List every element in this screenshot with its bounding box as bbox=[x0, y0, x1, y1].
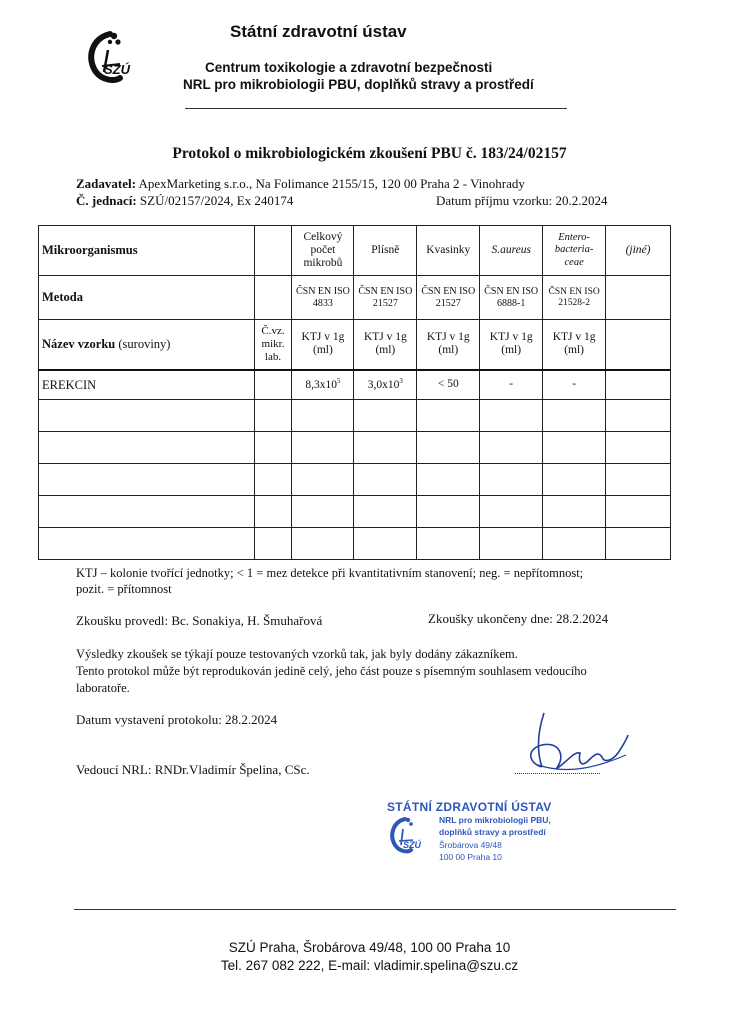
client-label: Zadavatel: bbox=[76, 176, 136, 191]
legend-line-2: pozit. = přítomnost bbox=[76, 582, 172, 596]
footer-contact: Tel. 267 082 222, E-mail: vladimir.spelina@szu.cz bbox=[220, 958, 519, 973]
result-total-count-exp: 5 bbox=[336, 377, 341, 386]
reference-value: SZÚ/02157/2024, Ex 240174 bbox=[139, 193, 294, 208]
tests-completed: Zkoušky ukončeny dne: 28.2.2024 bbox=[428, 611, 609, 626]
empty-cell bbox=[254, 226, 292, 276]
result-molds-exp: 3 bbox=[399, 377, 403, 386]
result-saureus: - bbox=[480, 370, 543, 400]
method-other bbox=[606, 276, 671, 320]
reference-line bbox=[76, 193, 293, 209]
reference-label: Č. jednací: bbox=[76, 193, 137, 208]
center-name: Centrum toxikologie a zdravotní bezpečnosti bbox=[205, 60, 493, 75]
lab-number-header: Č.vz. mikr. lab. bbox=[254, 320, 292, 370]
note-line-1: Výsledky zkoušek se týkají pouze testovaných vzorků tak, jak byly dodány zákazníkem. bbox=[76, 647, 518, 661]
client-value: ApexMarketing s.r.o., Na Folimance 2155/15, 120 00 Praha 2 - Vinohrady bbox=[138, 176, 525, 191]
client-line bbox=[76, 176, 525, 192]
header-divider bbox=[185, 108, 567, 109]
microorganism-header: Mikroorganismus bbox=[39, 226, 255, 276]
institute-name: Státní zdravotní ústav bbox=[230, 22, 407, 41]
receipt-date: Datum příjmu vzorku: 20.2.2024 bbox=[436, 193, 608, 208]
stamp-line-2: NRL pro mikrobiologii PBU, bbox=[439, 815, 551, 825]
table-row bbox=[39, 276, 671, 320]
table-row bbox=[39, 464, 671, 496]
footer-divider bbox=[74, 909, 676, 910]
sample-name-header-rest: (suroviny) bbox=[115, 337, 171, 352]
footer-address: SZÚ Praha, Šrobárova 49/48, 100 00 Praha 10 bbox=[228, 940, 511, 955]
note-line-2: Tento protokol může být reprodukován jedině celý, jeho část pouze s písemným souhlasem vedoucího bbox=[76, 664, 587, 678]
sample-name: EREKCIN bbox=[39, 370, 255, 400]
table-row bbox=[39, 226, 671, 276]
sample-name-header bbox=[39, 320, 255, 370]
unit-saureus: KTJ v 1g (ml) bbox=[480, 320, 543, 370]
table-row bbox=[39, 320, 671, 370]
col-molds: Plísně bbox=[354, 226, 417, 276]
unit-other bbox=[606, 320, 671, 370]
col-enterobacteriaceae: Entero-bacteria-ceae bbox=[543, 226, 606, 276]
stamp-logo-text: SZÚ bbox=[403, 840, 421, 850]
col-yeasts: Kvasinky bbox=[417, 226, 480, 276]
result-total-count bbox=[292, 370, 354, 400]
empty-cell bbox=[254, 370, 292, 400]
issue-date: Datum vystavení protokolu: 28.2.2024 bbox=[76, 712, 278, 727]
table-row bbox=[39, 432, 671, 464]
stamp-logo-icon bbox=[387, 815, 433, 857]
method-header: Metoda bbox=[39, 276, 255, 320]
stamp-line-3: doplňků stravy a prostředí bbox=[439, 827, 546, 837]
method-total-count: ČSN EN ISO 4833 bbox=[292, 276, 354, 320]
result-total-count-base: 8,3x10 bbox=[305, 379, 337, 392]
tested-by: Zkoušku provedl: Bc. Sonakiya, H. Šmuhařová bbox=[76, 613, 323, 628]
stamp-line-4: Šrobárova 49/48 bbox=[439, 840, 502, 850]
result-enterobacteriaceae: - bbox=[543, 370, 606, 400]
result-other bbox=[606, 370, 671, 400]
unit-enterobacteriaceae: KTJ v 1g (ml) bbox=[543, 320, 606, 370]
result-yeasts: < 50 bbox=[417, 370, 480, 400]
legend-line-1: KTJ – kolonie tvořící jednotky; < 1 = mez detekce při kvantitativním stanovení; neg. = nepřítomnost; bbox=[76, 566, 584, 580]
method-saureus: ČSN EN ISO 6888-1 bbox=[480, 276, 543, 320]
signature-icon bbox=[508, 705, 638, 783]
protocol-title: Protokol o mikrobiologickém zkoušení PBU č. 183/24/02157 bbox=[172, 145, 567, 162]
note-line-3: laboratoře. bbox=[76, 681, 130, 695]
szu-logo-icon bbox=[80, 28, 160, 86]
stamp-title: STÁTNÍ ZDRAVOTNÍ ÚSTAV bbox=[387, 800, 552, 814]
col-saureus: S.aureus bbox=[480, 226, 543, 276]
stamp-line-5: 100 00 Praha 10 bbox=[439, 852, 502, 862]
nrl-name: NRL pro mikrobiologii PBU, doplňků stravy a prostředí bbox=[183, 77, 534, 92]
results-table bbox=[38, 225, 671, 560]
table-row bbox=[39, 496, 671, 528]
unit-total-count: KTJ v 1g (ml) bbox=[292, 320, 354, 370]
table-row bbox=[39, 400, 671, 432]
result-molds bbox=[354, 370, 417, 400]
method-molds: ČSN EN ISO 21527 bbox=[354, 276, 417, 320]
sample-name-header-bold: Název vzorku bbox=[42, 337, 116, 352]
method-yeasts: ČSN EN ISO 21527 bbox=[417, 276, 480, 320]
unit-yeasts: KTJ v 1g (ml) bbox=[417, 320, 480, 370]
col-other: (jiné) bbox=[606, 226, 671, 276]
header-logo-text: SZÚ bbox=[104, 62, 130, 77]
empty-cell bbox=[254, 276, 292, 320]
head-of-nrl: Vedoucí NRL: RNDr.Vladimír Špelina, CSc. bbox=[76, 762, 310, 777]
unit-molds: KTJ v 1g (ml) bbox=[354, 320, 417, 370]
table-row bbox=[39, 528, 671, 560]
method-enterobacteriaceae: ČSN EN ISO 21528-2 bbox=[543, 276, 606, 320]
table-row bbox=[39, 370, 671, 400]
signature-line bbox=[515, 773, 600, 774]
col-total-count: Celkový počet mikrobů bbox=[292, 226, 354, 276]
result-molds-base: 3,0x10 bbox=[367, 379, 400, 392]
